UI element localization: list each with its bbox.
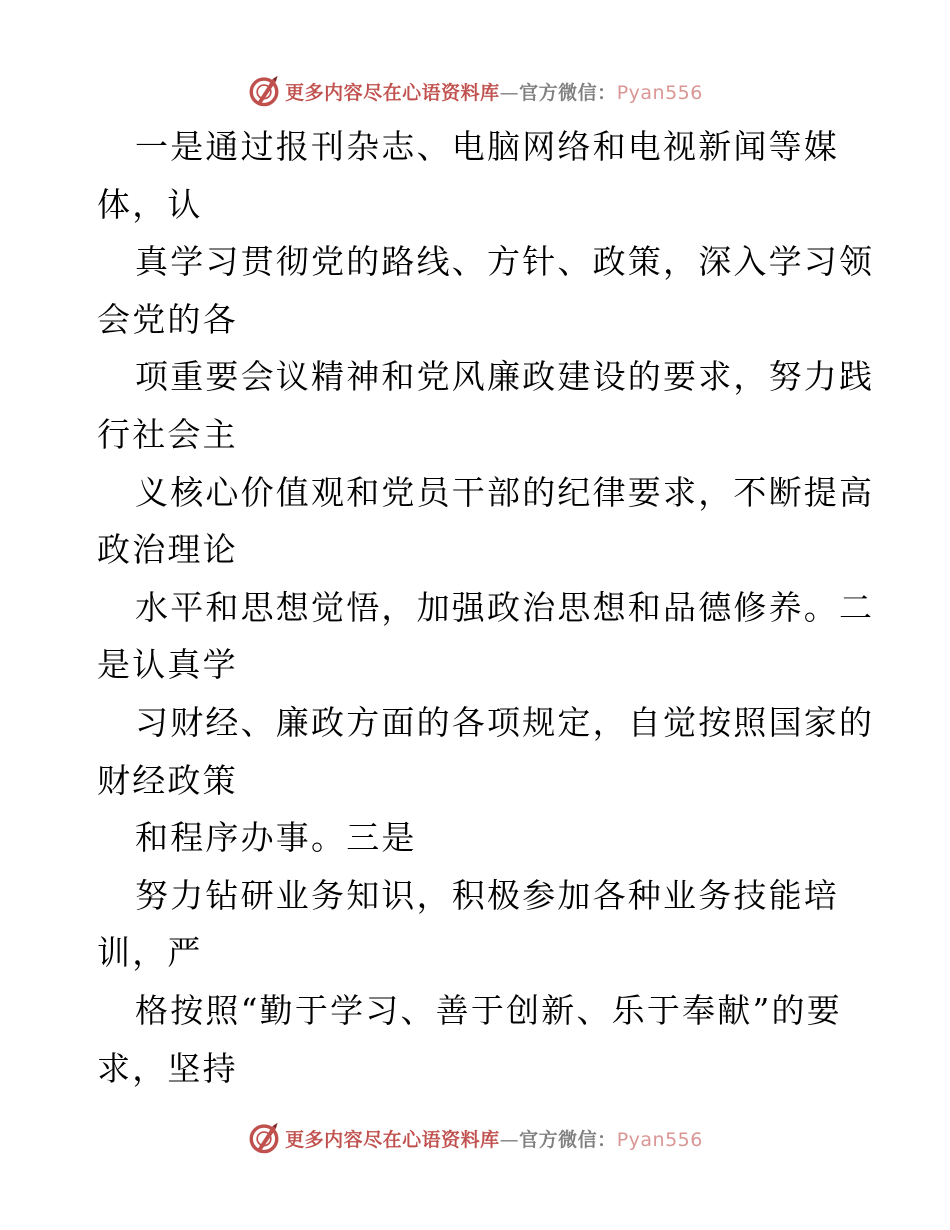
footer-wechat-id: Pyan556 xyxy=(616,1128,703,1151)
header-text xyxy=(285,78,703,105)
paragraph-line: 努力钻研业务知识，积极参加各种业务技能培 xyxy=(135,875,839,915)
paragraph-line: 训，严 xyxy=(97,933,203,973)
paragraph-line: 和程序办事。三是 xyxy=(135,818,417,858)
footer-banner xyxy=(0,1118,950,1158)
paragraph-line: 是认真学 xyxy=(97,645,238,685)
footer-wechat-label: 官方微信： xyxy=(519,1128,617,1151)
footer-dash: — xyxy=(499,1128,520,1151)
paragraph-line: 项重要会议精神和党风廉政建设的要求，努力践 xyxy=(135,357,875,397)
paragraph-line: 体，认 xyxy=(97,184,203,224)
header-wechat-label: 官方微信： xyxy=(519,81,617,104)
paragraph-line: 政治理论 xyxy=(97,530,238,570)
paragraph-line: 财经政策 xyxy=(97,760,238,800)
header-main-text: 更多内容尽在心语资料库 xyxy=(285,81,500,104)
quill-pen-logo-icon xyxy=(247,74,281,108)
paragraph-line: 格按照“勤于学习、善于创新、乐于奉献”的要 xyxy=(135,990,842,1030)
paragraph-line: 一是通过报刊杂志、电脑网络和电视新闻等媒 xyxy=(135,127,839,166)
footer-main-text: 更多内容尽在心语资料库 xyxy=(285,1128,500,1151)
paragraph-line: 义核心价值观和党员干部的纪律要求，不断提高 xyxy=(135,472,875,512)
paragraph-line: 会党的各 xyxy=(97,299,238,339)
document-body xyxy=(97,118,875,1097)
footer-text xyxy=(285,1125,703,1152)
header-dash: — xyxy=(499,81,520,104)
quill-pen-logo-icon xyxy=(247,1121,281,1155)
paragraph-line: 行社会主 xyxy=(97,414,238,454)
paragraph-line: 求，坚持 xyxy=(97,1048,238,1088)
paragraph-line: 习财经、廉政方面的各项规定，自觉按照国家的 xyxy=(135,702,875,742)
header-wechat-id: Pyan556 xyxy=(616,81,703,104)
paragraph-line: 水平和思想觉悟，加强政治思想和品德修养。二 xyxy=(135,587,875,627)
paragraph-line: 真学习贯彻党的路线、方针、政策，深入学习领 xyxy=(135,242,875,282)
header-banner xyxy=(0,71,950,111)
